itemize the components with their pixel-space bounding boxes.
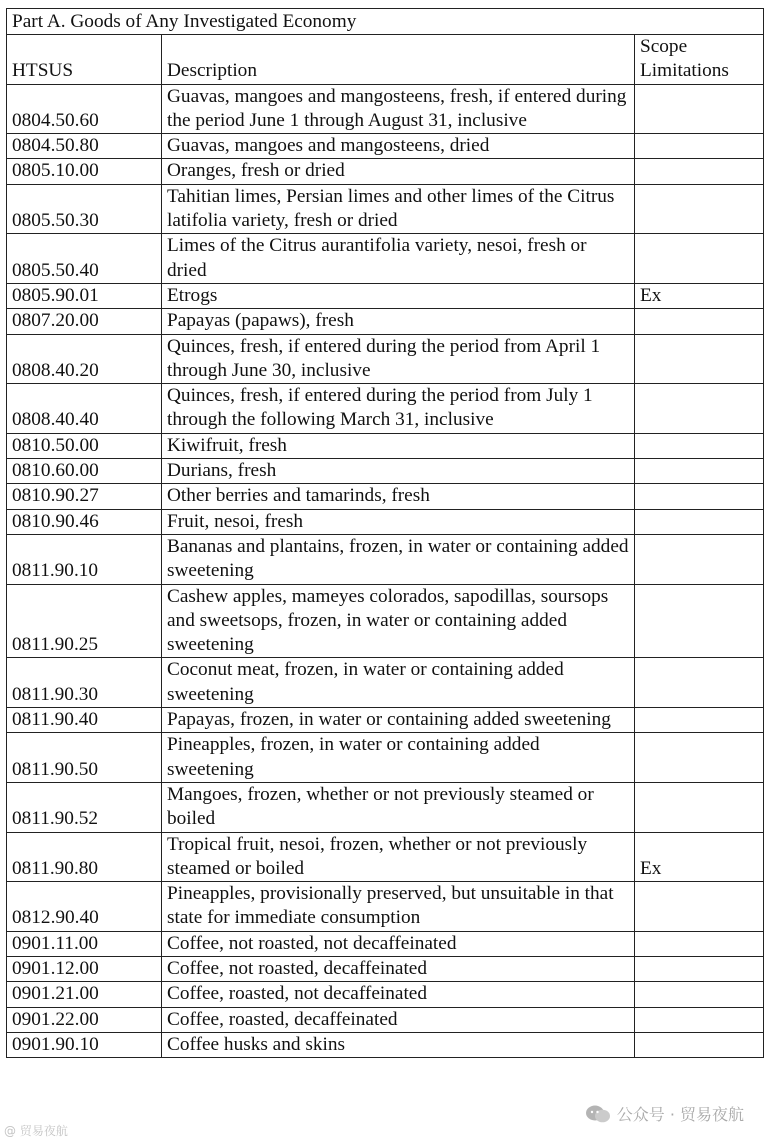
description-cell: Coffee, roasted, not decaffeinated bbox=[162, 982, 635, 1007]
scope-limitation-cell bbox=[635, 708, 764, 733]
table-row bbox=[7, 184, 764, 234]
table-row bbox=[7, 956, 764, 981]
htsus-code-cell: 0811.90.80 bbox=[7, 832, 162, 882]
table-row bbox=[7, 159, 764, 184]
htsus-code-cell: 0805.90.01 bbox=[7, 283, 162, 308]
description-cell: Papayas, frozen, in water or containing added sweetening bbox=[162, 708, 635, 733]
scope-limitation-cell bbox=[635, 584, 764, 658]
description-cell: Guavas, mangoes and mangosteens, dried bbox=[162, 134, 635, 159]
htsus-code-cell: 0810.60.00 bbox=[7, 459, 162, 484]
htsus-code-cell: 0804.50.80 bbox=[7, 134, 162, 159]
table-row bbox=[7, 484, 764, 509]
description-cell: Oranges, fresh or dried bbox=[162, 159, 635, 184]
table-row bbox=[7, 733, 764, 783]
table-row bbox=[7, 832, 764, 882]
htsus-code-cell: 0901.12.00 bbox=[7, 956, 162, 981]
htsus-code-cell: 0805.50.40 bbox=[7, 234, 162, 284]
htsus-code-cell: 0901.90.10 bbox=[7, 1032, 162, 1057]
scope-limitation-cell bbox=[635, 384, 764, 434]
scope-limitation-cell bbox=[635, 534, 764, 584]
description-cell: Bananas and plantains, frozen, in water or containing added sweetening bbox=[162, 534, 635, 584]
table-row bbox=[7, 134, 764, 159]
table-body bbox=[7, 84, 764, 1058]
scope-limitation-cell bbox=[635, 159, 764, 184]
scope-limitation-cell: Ex bbox=[635, 283, 764, 308]
description-cell: Etrogs bbox=[162, 283, 635, 308]
table-row bbox=[7, 931, 764, 956]
table-row bbox=[7, 283, 764, 308]
corner-watermark: @ 贸易夜航 bbox=[4, 1124, 68, 1138]
htsus-code-cell: 0812.90.40 bbox=[7, 882, 162, 932]
scope-limitation-cell bbox=[635, 459, 764, 484]
htsus-code-cell: 0810.50.00 bbox=[7, 433, 162, 458]
table-row bbox=[7, 782, 764, 832]
htsus-code-cell: 0804.50.60 bbox=[7, 84, 162, 134]
scope-limitation-cell bbox=[635, 1032, 764, 1057]
htsus-code-cell: 0811.90.25 bbox=[7, 584, 162, 658]
scope-limitation-cell bbox=[635, 84, 764, 134]
description-cell: Coffee, roasted, decaffeinated bbox=[162, 1007, 635, 1032]
description-cell: Quinces, fresh, if entered during the period from July 1 through the following March 31, inclusive bbox=[162, 384, 635, 434]
scope-limitation-cell bbox=[635, 309, 764, 334]
scope-limitation-cell bbox=[635, 334, 764, 384]
header-scope-limitations: Scope Limitations bbox=[635, 35, 764, 85]
htsus-code-cell: 0811.90.52 bbox=[7, 782, 162, 832]
description-cell: Pineapples, provisionally preserved, but unsuitable in that state for immediate consumption bbox=[162, 882, 635, 932]
table-title: Part A. Goods of Any Investigated Economy bbox=[7, 9, 764, 35]
scope-limitation-cell bbox=[635, 956, 764, 981]
htsus-code-cell: 0811.90.10 bbox=[7, 534, 162, 584]
scope-limitation-cell bbox=[635, 931, 764, 956]
description-cell: Cashew apples, mameyes colorados, sapodillas, soursops and sweetsops, frozen, in water or containing added sweetening bbox=[162, 584, 635, 658]
table-row bbox=[7, 534, 764, 584]
scope-limitation-cell bbox=[635, 134, 764, 159]
table-row bbox=[7, 584, 764, 658]
scope-limitation-cell bbox=[635, 433, 764, 458]
header-description: Description bbox=[162, 35, 635, 85]
description-cell: Other berries and tamarinds, fresh bbox=[162, 484, 635, 509]
htsus-code-cell: 0811.90.40 bbox=[7, 708, 162, 733]
table-row bbox=[7, 658, 764, 708]
table-row bbox=[7, 433, 764, 458]
description-cell: Papayas (papaws), fresh bbox=[162, 309, 635, 334]
table-row bbox=[7, 334, 764, 384]
description-cell: Durians, fresh bbox=[162, 459, 635, 484]
htsus-code-cell: 0808.40.20 bbox=[7, 334, 162, 384]
description-cell: Mangoes, frozen, whether or not previously steamed or boiled bbox=[162, 782, 635, 832]
table-row bbox=[7, 708, 764, 733]
description-cell: Quinces, fresh, if entered during the period from April 1 through June 30, inclusive bbox=[162, 334, 635, 384]
scope-limitation-cell: Ex bbox=[635, 832, 764, 882]
table-row bbox=[7, 509, 764, 534]
description-cell: Coffee, not roasted, not decaffeinated bbox=[162, 931, 635, 956]
table-row bbox=[7, 384, 764, 434]
description-cell: Fruit, nesoi, fresh bbox=[162, 509, 635, 534]
scope-limitation-cell bbox=[635, 982, 764, 1007]
scope-limitation-cell bbox=[635, 234, 764, 284]
htsus-code-cell: 0808.40.40 bbox=[7, 384, 162, 434]
htsus-code-cell: 0805.10.00 bbox=[7, 159, 162, 184]
wechat-icon bbox=[585, 1104, 611, 1124]
table-row bbox=[7, 309, 764, 334]
scope-limitation-cell bbox=[635, 1007, 764, 1032]
watermark bbox=[585, 1102, 744, 1125]
htsus-table bbox=[6, 8, 764, 1058]
table-row bbox=[7, 234, 764, 284]
scope-limitation-cell bbox=[635, 658, 764, 708]
htsus-code-cell: 0805.50.30 bbox=[7, 184, 162, 234]
description-cell: Guavas, mangoes and mangosteens, fresh, if entered during the period June 1 through August 31, inclusive bbox=[162, 84, 635, 134]
htsus-code-cell: 0901.11.00 bbox=[7, 931, 162, 956]
htsus-code-cell: 0811.90.30 bbox=[7, 658, 162, 708]
description-cell: Tahitian limes, Persian limes and other limes of the Citrus latifolia variety, fresh or dried bbox=[162, 184, 635, 234]
table-row bbox=[7, 459, 764, 484]
description-cell: Coconut meat, frozen, in water or containing added sweetening bbox=[162, 658, 635, 708]
htsus-code-cell: 0811.90.50 bbox=[7, 733, 162, 783]
scope-limitation-cell bbox=[635, 882, 764, 932]
scope-limitation-cell bbox=[635, 184, 764, 234]
table-row bbox=[7, 84, 764, 134]
scope-limitation-cell bbox=[635, 733, 764, 783]
htsus-code-cell: 0810.90.46 bbox=[7, 509, 162, 534]
description-cell: Pineapples, frozen, in water or containing added sweetening bbox=[162, 733, 635, 783]
description-cell: Tropical fruit, nesoi, frozen, whether or not previously steamed or boiled bbox=[162, 832, 635, 882]
htsus-code-cell: 0810.90.27 bbox=[7, 484, 162, 509]
watermark-text: 公众号 · 贸易夜航 bbox=[616, 1105, 744, 1124]
htsus-code-cell: 0901.22.00 bbox=[7, 1007, 162, 1032]
scope-limitation-cell bbox=[635, 484, 764, 509]
description-cell: Limes of the Citrus aurantifolia variety, nesoi, fresh or dried bbox=[162, 234, 635, 284]
htsus-code-cell: 0901.21.00 bbox=[7, 982, 162, 1007]
header-htsus: HTSUS bbox=[7, 35, 162, 85]
table-row bbox=[7, 1032, 764, 1057]
description-cell: Kiwifruit, fresh bbox=[162, 433, 635, 458]
description-cell: Coffee husks and skins bbox=[162, 1032, 635, 1057]
description-cell: Coffee, not roasted, decaffeinated bbox=[162, 956, 635, 981]
scope-limitation-cell bbox=[635, 509, 764, 534]
scope-limitation-cell bbox=[635, 782, 764, 832]
table-row bbox=[7, 882, 764, 932]
table-row bbox=[7, 1007, 764, 1032]
htsus-code-cell: 0807.20.00 bbox=[7, 309, 162, 334]
table-row bbox=[7, 982, 764, 1007]
